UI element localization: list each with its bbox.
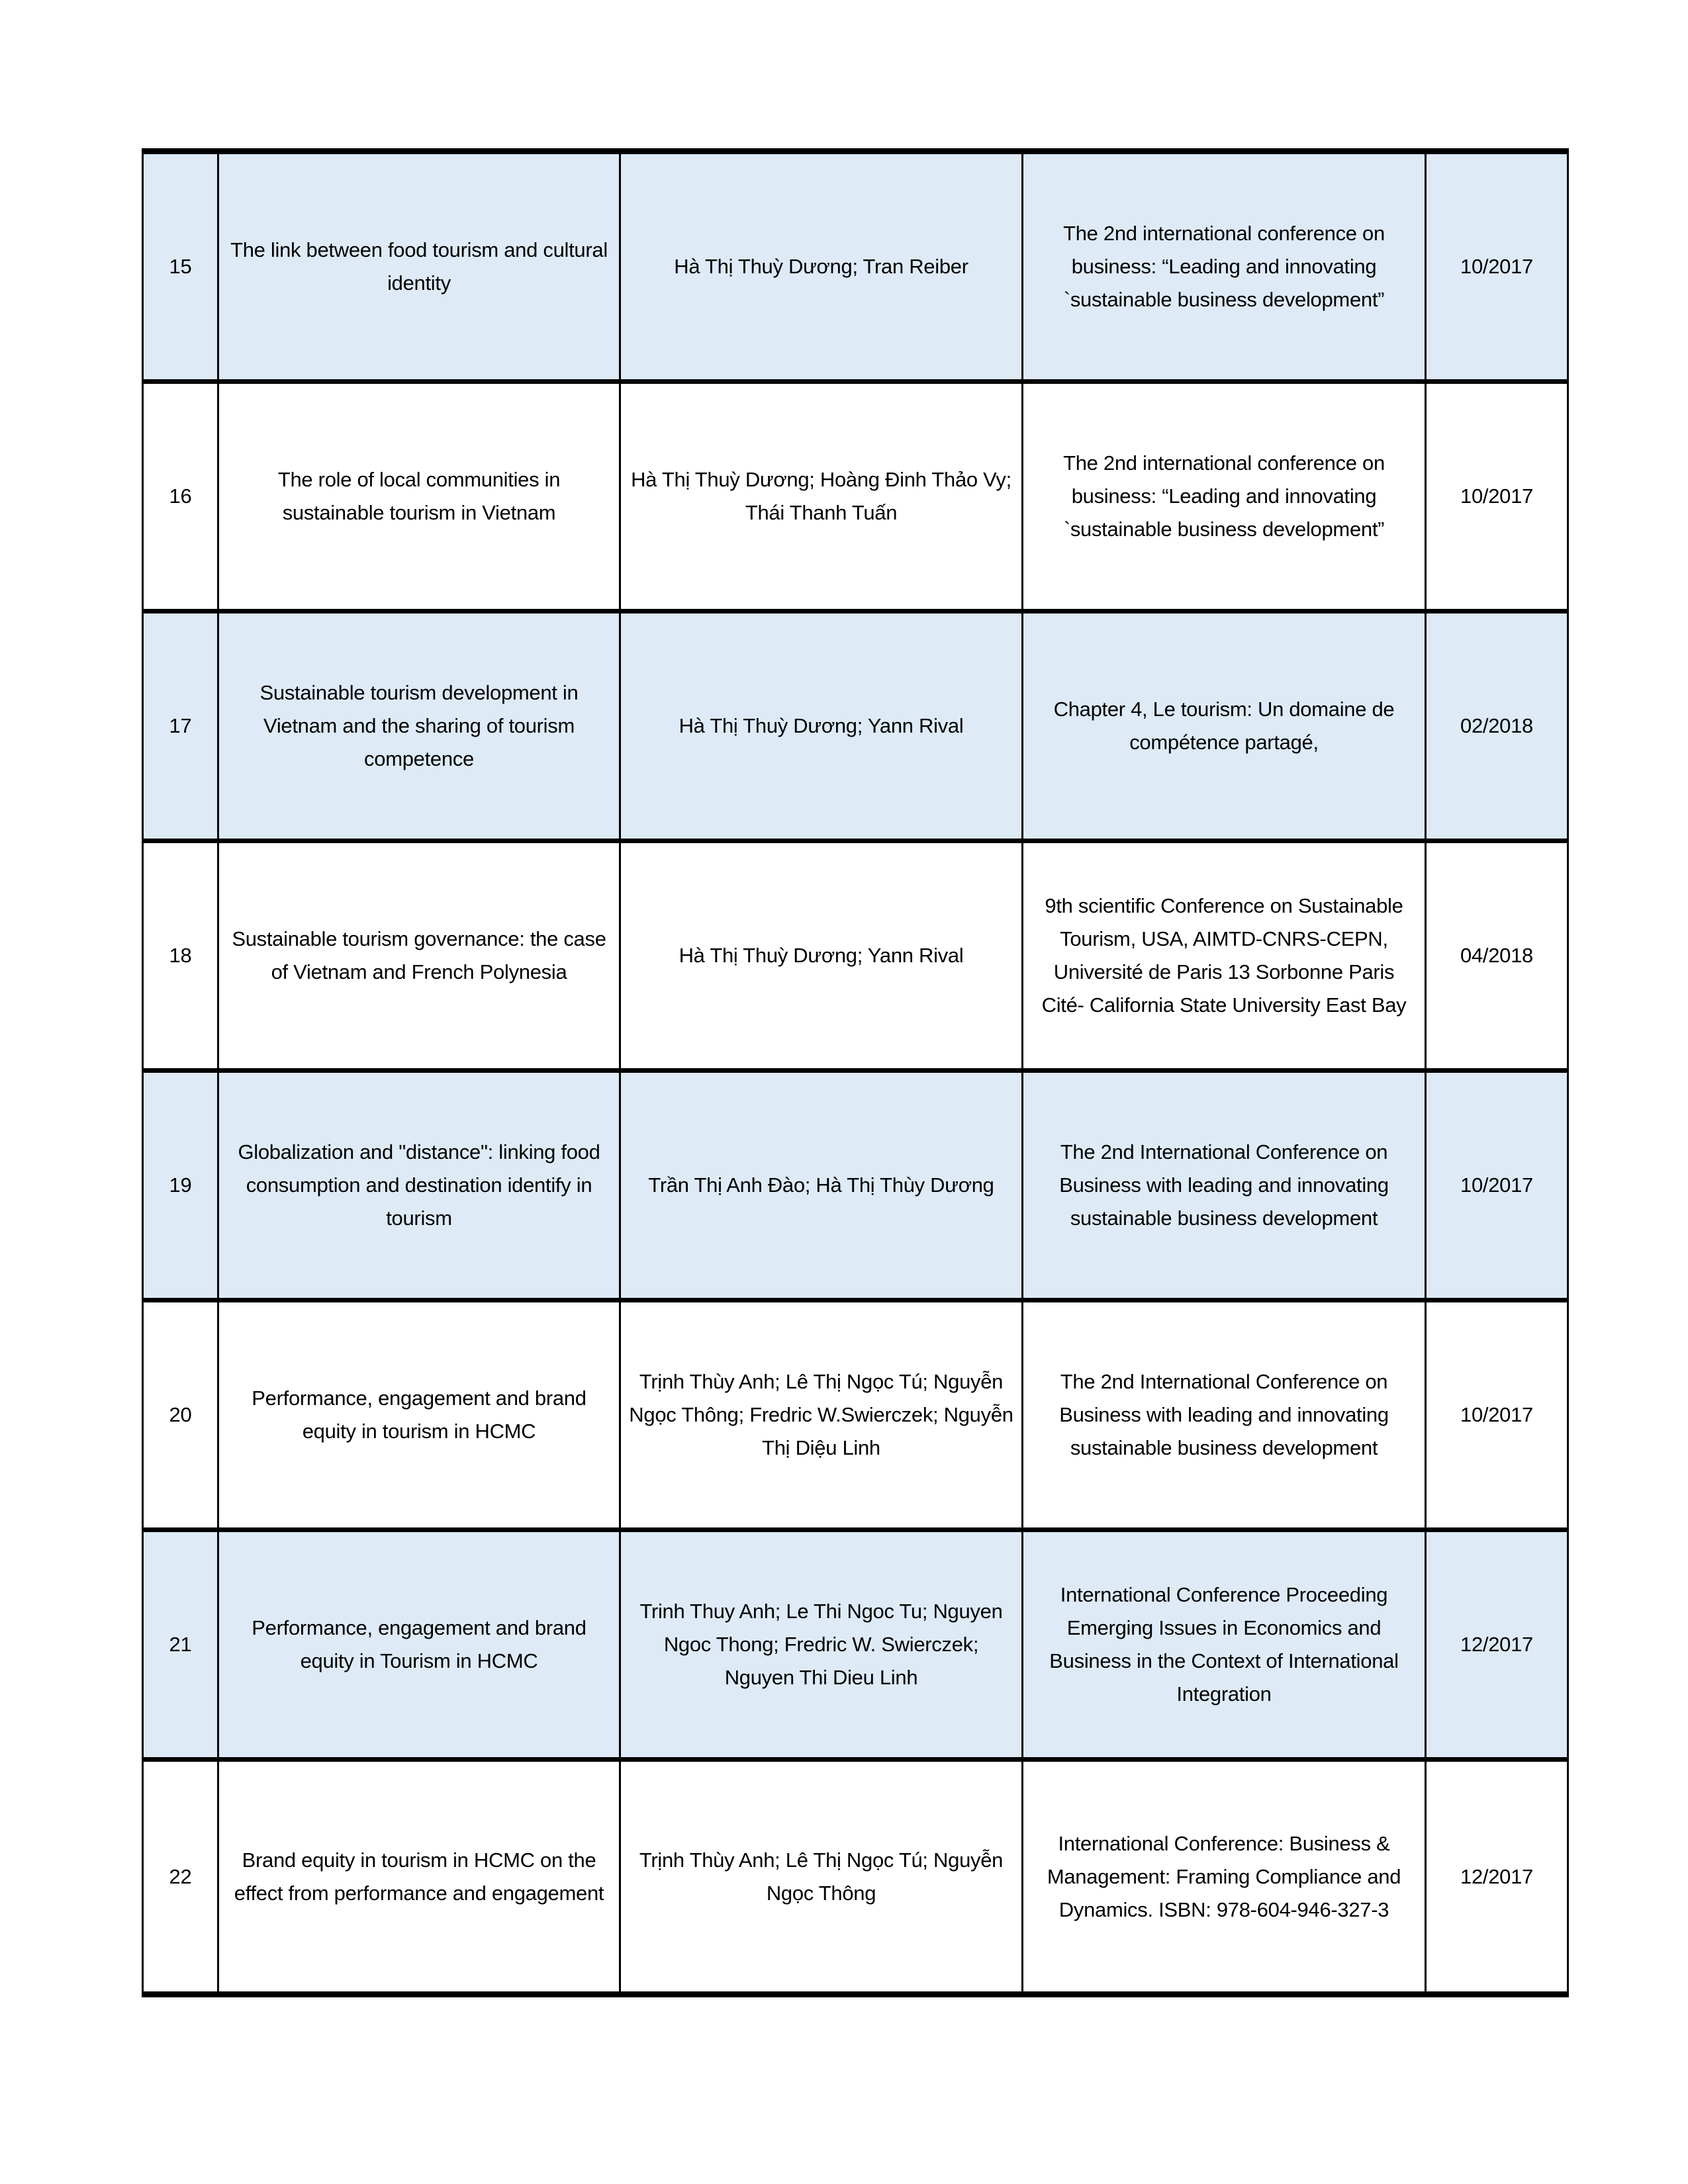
row-number-cell: 19: [144, 1073, 219, 1302]
title-cell: Brand equity in tourism in HCMC on the effect from performance and engagement: [219, 1762, 621, 1991]
date-cell: 10/2017: [1427, 1302, 1567, 1532]
date-cell: 04/2018: [1427, 843, 1567, 1073]
row-number-cell: 20: [144, 1302, 219, 1532]
authors-cell: Hà Thị Thuỳ Dương; Yann Rival: [621, 614, 1023, 843]
row-number-cell: 15: [144, 154, 219, 384]
title-cell: Performance, engagement and brand equity in Tourism in HCMC: [219, 1532, 621, 1762]
authors-cell: Trịnh Thùy Anh; Lê Thị Ngọc Tú; Nguyễn Ngọc Thông: [621, 1762, 1023, 1991]
venue-cell: The 2nd international conference on business: “Leading and innovating `sustainable business development”: [1023, 154, 1427, 384]
venue-cell: Chapter 4, Le tourism: Un domaine de compétence partagé,: [1023, 614, 1427, 843]
authors-cell: Hà Thị Thuỳ Dương; Yann Rival: [621, 843, 1023, 1073]
title-cell: Sustainable tourism governance: the case of Vietnam and French Polynesia: [219, 843, 621, 1073]
row-number-cell: 16: [144, 384, 219, 614]
venue-cell: The 2nd international conference on business: “Leading and innovating `sustainable business development”: [1023, 384, 1427, 614]
publications-table: [142, 148, 1569, 1997]
authors-cell: Hà Thị Thuỳ Dương; Tran Reiber: [621, 154, 1023, 384]
authors-cell: Trinh Thuy Anh; Le Thi Ngoc Tu; Nguyen Ngoc Thong; Fredric W. Swierczek; Nguyen Thi Dieu Linh: [621, 1532, 1023, 1762]
title-cell: Performance, engagement and brand equity in tourism in HCMC: [219, 1302, 621, 1532]
date-cell: 10/2017: [1427, 1073, 1567, 1302]
venue-cell: International Conference Proceeding Emerging Issues in Economics and Business in the Context of International Integration: [1023, 1532, 1427, 1762]
venue-cell: International Conference: Business & Management: Framing Compliance and Dynamics. ISBN: 978-604-946-327-3: [1023, 1762, 1427, 1991]
authors-cell: Trịnh Thùy Anh; Lê Thị Ngọc Tú; Nguyễn Ngọc Thông; Fredric W.Swierczek; Nguyễn Thị Diệu Linh: [621, 1302, 1023, 1532]
title-cell: Globalization and "distance": linking food consumption and destination identify in tourism: [219, 1073, 621, 1302]
row-number-cell: 17: [144, 614, 219, 843]
date-cell: 10/2017: [1427, 384, 1567, 614]
date-cell: 10/2017: [1427, 154, 1567, 384]
title-cell: The role of local communities in sustainable tourism in Vietnam: [219, 384, 621, 614]
date-cell: 12/2017: [1427, 1532, 1567, 1762]
date-cell: 12/2017: [1460, 1864, 1533, 1888]
venue-cell: 9th scientific Conference on Sustainable Tourism, USA, AIMTD-CNRS-CEPN, Université de Paris 13 Sorbonne Paris Cité- California State University East Bay: [1023, 843, 1427, 1073]
date-cell: 02/2018: [1427, 614, 1567, 843]
row-number-cell: 22: [144, 1762, 219, 1991]
authors-cell: Trần Thị Anh Đào; Hà Thị Thùy Dương: [621, 1073, 1023, 1302]
authors-cell: Hà Thị Thuỳ Dương; Hoàng Đinh Thảo Vy; Thái Thanh Tuấn: [621, 384, 1023, 614]
venue-cell: The 2nd International Conference on Business with leading and innovating sustainable business development: [1023, 1073, 1427, 1302]
row-number-cell: 21: [144, 1532, 219, 1762]
title-cell: Sustainable tourism development in Vietnam and the sharing of tourism competence: [219, 614, 621, 843]
title-cell: The link between food tourism and cultural identity: [219, 154, 621, 384]
row-number-cell: 18: [144, 843, 219, 1073]
venue-cell: The 2nd International Conference on Business with leading and innovating sustainable business development: [1023, 1302, 1427, 1532]
